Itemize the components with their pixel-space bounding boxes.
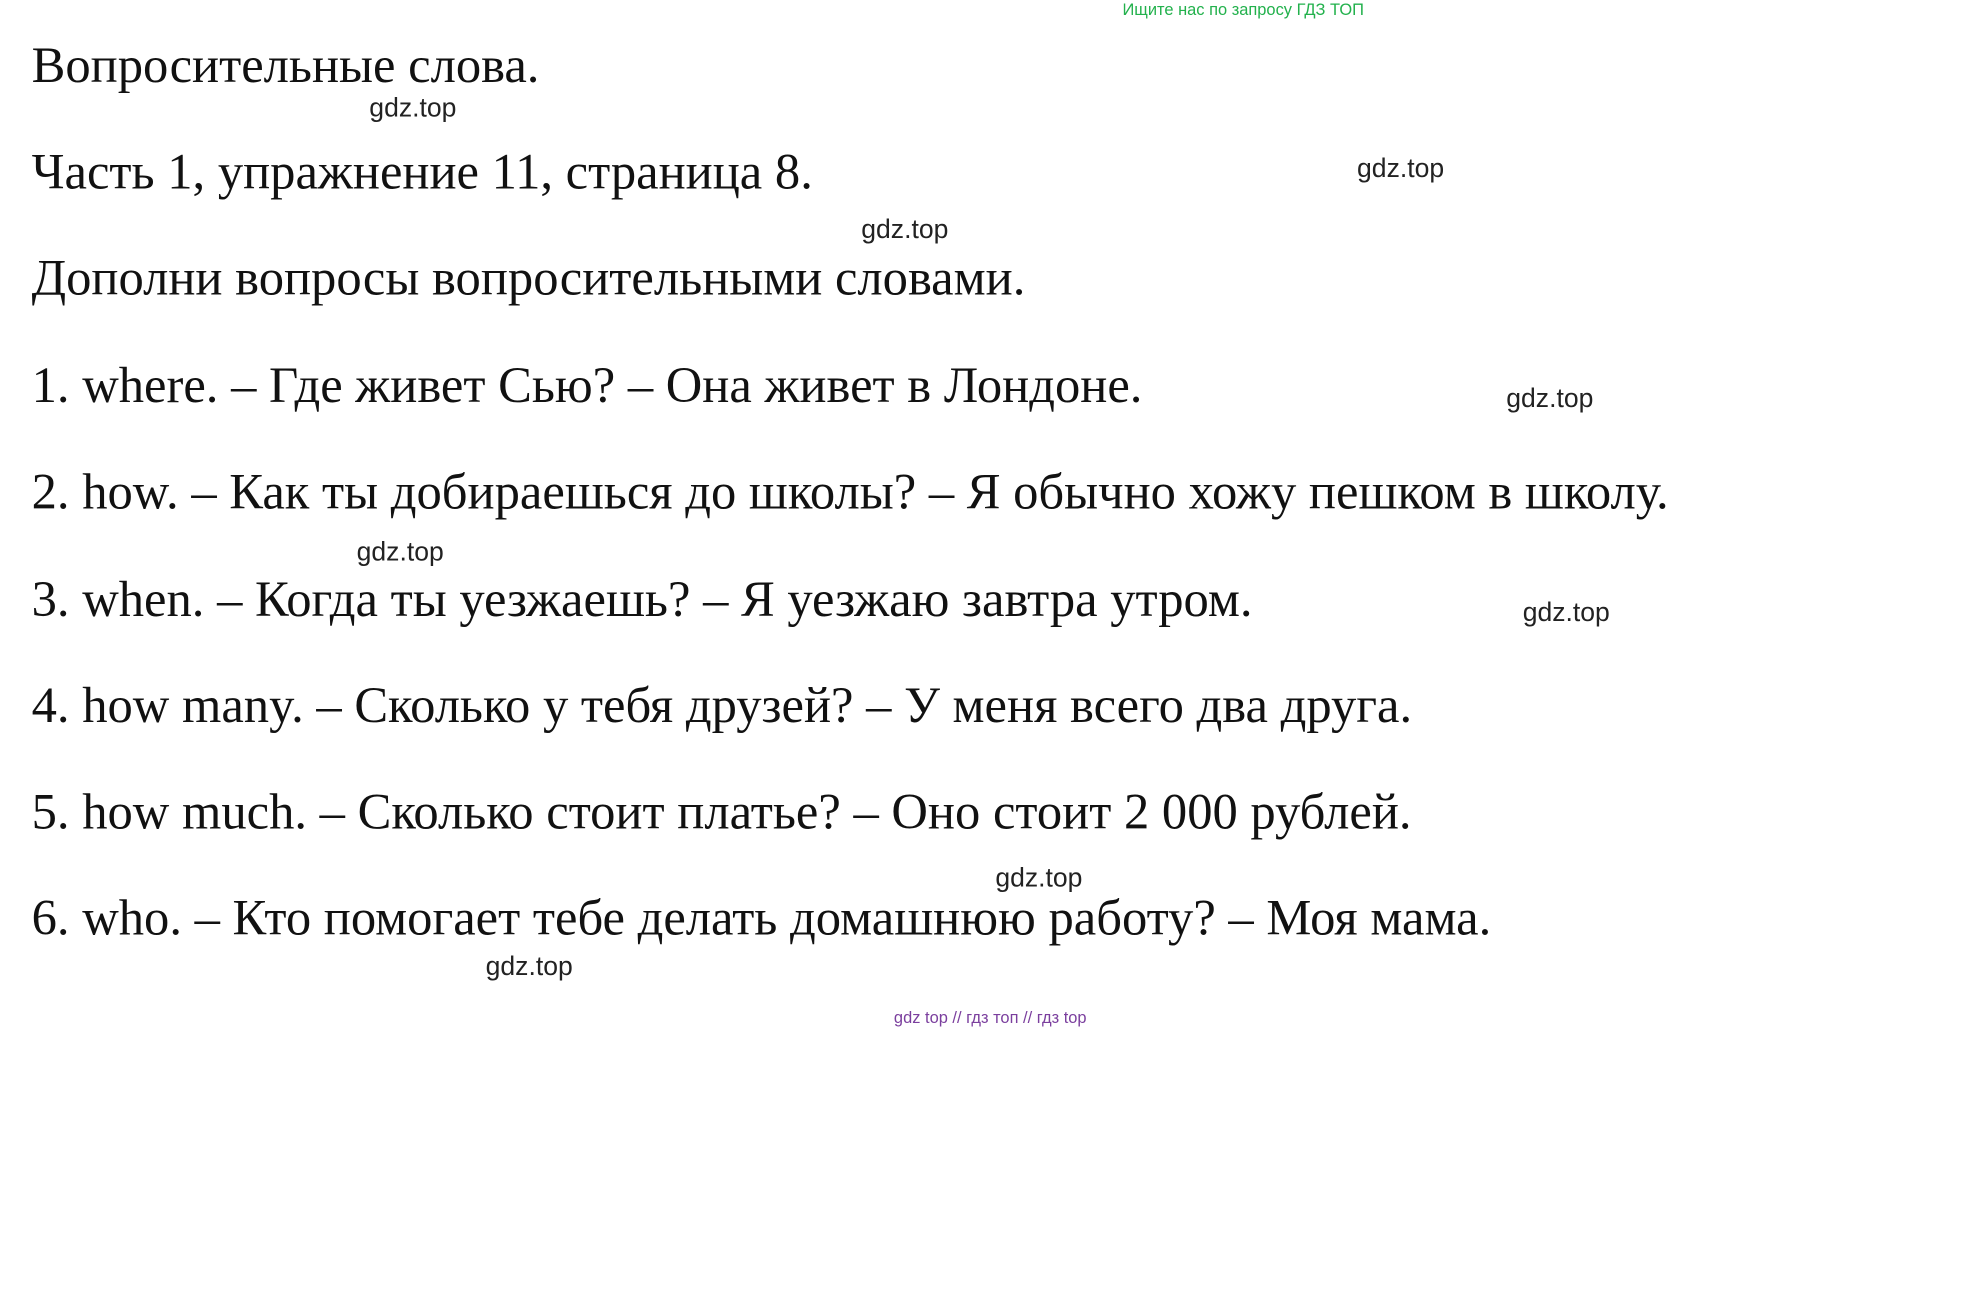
- answer-line-3: 3. when. – Когда ты уезжаешь? – Я уезжаю завтра утром.: [31, 570, 1253, 628]
- watermark: gdz.top: [861, 214, 949, 245]
- answer-line-4: 4. how many. – Сколько у тебя друзей? – У меня всего два друга.: [31, 676, 1413, 734]
- exercise-reference: Часть 1, упражнение 11, страница 8.: [31, 142, 813, 200]
- answer-line-5: 5. how much. – Сколько стоит платье? – Оно стоит 2 000 рублей.: [31, 782, 1412, 840]
- answer-line-6: 6. who. – Кто помогает тебе делать домашнюю работу? – Моя мама.: [31, 889, 1492, 946]
- answer-line-2: 2. how. – Как ты добираешься до школы? – Я обычно хожу пешком в школу.: [31, 462, 1669, 520]
- watermark: gdz.top: [356, 537, 444, 567]
- header-note: Ищите нас по запросу ГДЗ ТОП: [1122, 0, 1364, 19]
- watermark: gdz.top: [485, 952, 573, 982]
- footer-note: gdz top // гдз топ // гдз top: [893, 1007, 1087, 1027]
- watermark: gdz.top: [1357, 154, 1445, 184]
- watermark: gdz.top: [995, 863, 1083, 893]
- watermark: gdz.top: [369, 93, 457, 123]
- watermark: gdz.top: [1506, 384, 1594, 414]
- instruction: Дополни вопросы вопросительными словами.: [31, 249, 1026, 307]
- answer-line-1: 1. where. – Где живет Сью? – Она живет в Лондоне.: [31, 356, 1143, 414]
- watermark: gdz.top: [1522, 598, 1610, 628]
- page-title: Вопросительные слова.: [31, 36, 540, 94]
